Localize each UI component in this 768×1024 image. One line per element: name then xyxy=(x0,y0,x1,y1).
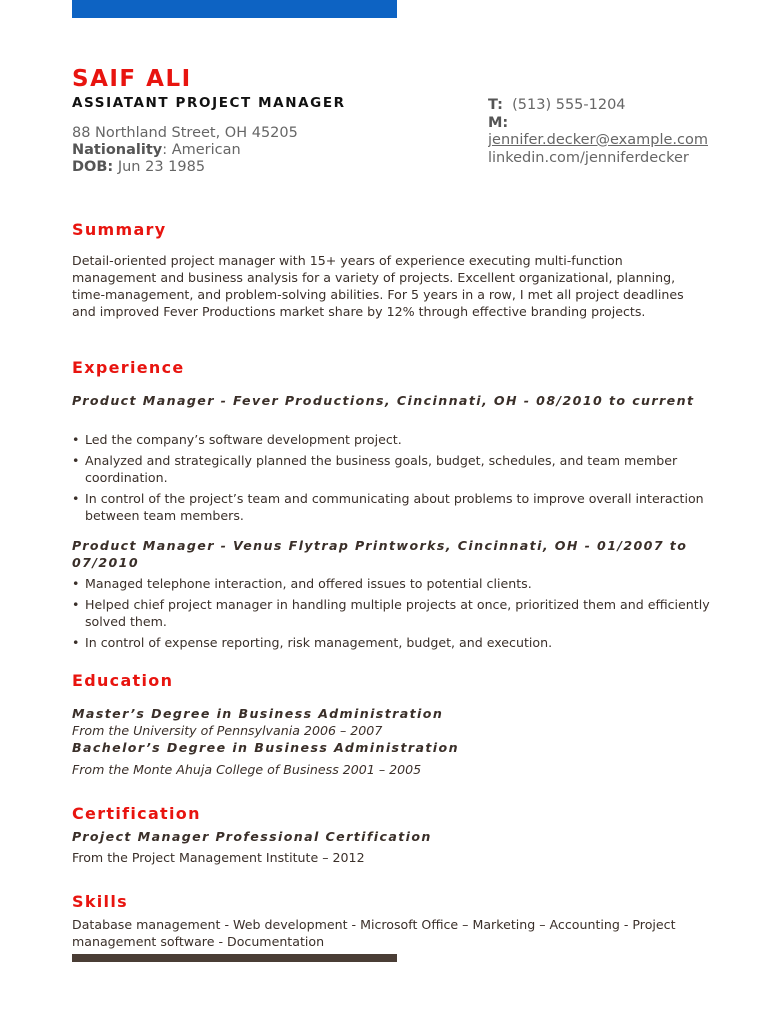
personal-info xyxy=(72,125,298,176)
skills-text: Database management - Web development - Microsoft Office – Marketing – Accounting - Project management software - Documentation xyxy=(72,917,676,949)
candidate-name: SAIF ALI xyxy=(72,66,192,92)
contact-info xyxy=(488,97,713,176)
dob xyxy=(72,159,298,176)
degree-school: From the Monte Ahuja College of Business 2001 – 2005 xyxy=(72,762,422,777)
job-role: Product Manager - Venus Flytrap Printworks, Cincinnati, OH - 01/2007 to 07/2010 xyxy=(72,538,688,570)
list-item: • Led the company’s software development project. xyxy=(72,432,402,447)
email-label: M: xyxy=(488,114,509,131)
list-item: • Managed telephone interaction, and offered issues to potential clients. xyxy=(72,576,532,591)
degree-school: From the University of Pennsylvania 2006 – 2007 xyxy=(72,723,383,738)
bottom-accent-bar xyxy=(72,954,397,962)
job-title: ASSIATANT PROJECT MANAGER xyxy=(72,95,346,111)
degree-title: Bachelor’s Degree in Business Administration xyxy=(72,740,459,755)
degree-title: Master’s Degree in Business Administration xyxy=(72,706,444,721)
bullet-text: In control of the project’s team and communicating about problems to improve overall interaction between team members. xyxy=(85,491,704,523)
linkedin-link[interactable]: linkedin.com/jenniferdecker xyxy=(488,149,689,166)
bullet-text: Led the company’s software development project. xyxy=(85,432,402,447)
dob-label: DOB: xyxy=(72,159,114,175)
bullet-text: Analyzed and strategically planned the business goals, budget, schedules, and team member coordination. xyxy=(85,453,678,485)
list-item: • Analyzed and strategically planned the business goals, budget, schedules, and team member coordination. xyxy=(72,453,678,485)
nationality-value: : American xyxy=(162,142,241,158)
bullet-text: In control of expense reporting, risk management, budget, and execution. xyxy=(85,635,553,650)
job-bullets xyxy=(72,431,712,528)
list-item: • In control of the project’s team and communicating about problems to improve overall interaction between team members. xyxy=(72,491,704,523)
job-bullets xyxy=(72,575,712,655)
nationality-label: Nationality xyxy=(72,142,163,158)
bullet-text: Managed telephone interaction, and offered issues to potential clients. xyxy=(85,576,532,591)
top-accent-bar xyxy=(72,0,397,18)
address: 88 Northland Street, OH 45205 xyxy=(72,125,298,141)
phone-value: (513) 555-1204 xyxy=(512,97,626,113)
nationality xyxy=(72,142,298,159)
skills-heading: Skills xyxy=(72,892,128,911)
experience-heading: Experience xyxy=(72,358,185,377)
list-item: • In control of expense reporting, risk management, budget, and execution. xyxy=(72,635,553,650)
phone-label: T: xyxy=(488,97,503,113)
list-item: • Helped chief project manager in handling multiple projects at once, prioritized them and efficiently solved them. xyxy=(72,597,710,629)
dob-value: Jun 23 1985 xyxy=(113,159,206,175)
summary-heading: Summary xyxy=(72,220,167,239)
job-role: Product Manager - Fever Productions, Cincinnati, OH - 08/2010 to current xyxy=(72,393,695,408)
email-link[interactable]: jennifer.decker@example.com xyxy=(488,132,708,148)
certification-title: Project Manager Professional Certification xyxy=(72,829,432,844)
certification-heading: Certification xyxy=(72,804,201,823)
certification-source: From the Project Management Institute – 2012 xyxy=(72,850,365,865)
summary-text: Detail-oriented project manager with 15+ years of experience executing multi-function management and business analysis for a variety of projects. Excellent organizational, planning, time-management, and problem-solving abilities. For 5 years in a row, I met all project deadlines and improved Fever Productions market share by 12% through effective branding projects. xyxy=(72,253,684,319)
phone xyxy=(488,97,713,115)
email-label-row xyxy=(488,115,713,133)
bullet-text: Helped chief project manager in handling multiple projects at once, prioritized them and efficiently solved them. xyxy=(85,597,710,629)
education-heading: Education xyxy=(72,671,174,690)
